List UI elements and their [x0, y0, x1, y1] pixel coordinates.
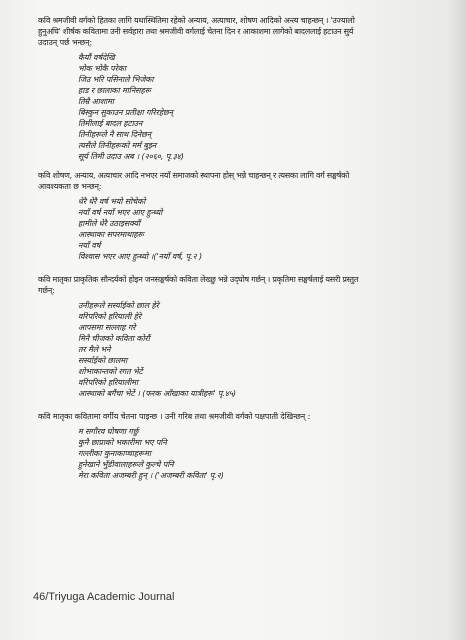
paragraph-line: गर्छन्:: [38, 286, 55, 295]
page-footer: 46/Triyuga Academic Journal: [33, 591, 175, 603]
poem-line: जिउ भरि पसिनाले भिजेका: [78, 75, 154, 84]
poem-line: नयाँ वर्ष नयाँ भएर आए हुन्थ्यो: [78, 208, 163, 217]
poem-line: आस्थाको बगैंचा भेटें । (फरक आँखाका यात्रीहरू' पृ.४५): [78, 389, 236, 398]
paragraph-line: कवि शोषण, अन्याय, अत्याचार आदि नभएर नयाँ समाजको स्थापना होस् भन्ने चाहन्छन् र त्यसका लागि वर्ग सङ्घर्षको: [38, 171, 350, 180]
poem-line: उनीहरूले सर्स्याईको छाल हेरे: [78, 301, 159, 310]
poem-line: तिनीहरूले नै साथ दिनेछन्: [78, 130, 152, 139]
poem-line: हुनेखाने भुँडीवालाहरूले कुल्चे पनि: [78, 460, 174, 469]
poem-line: विश्वास भएर आए हुन्थ्यो ।('नयाँ वर्ष, पृ.२ ): [78, 252, 203, 261]
paragraph-line: कवि श्रमजीवी वर्गको हितका लागि यथास्थितिमा रहेको अन्याय, अत्याचार, शोषण आदिको अन्त्य चाहन्छन् । 'उज्यालो: [38, 16, 355, 25]
poem-line: कैयौं वर्षदेखि: [78, 53, 115, 62]
page-text: [38, 15, 462, 481]
poem-line: आस्थाका सपरमाथाहरू: [78, 230, 144, 239]
poem-line: भोक भोकै परेका: [78, 64, 126, 73]
poem-line: नयाँ वर्ष: [78, 241, 101, 250]
poem-line: शोभाकान्तको रगत भेटें: [78, 367, 143, 376]
poem-line: धेरै धेरै वर्ष भयो सोचेको: [78, 197, 146, 206]
poem-line: त्यसैले तिनीहरूको मर्म बुझ्न: [78, 141, 157, 150]
poem-line: तिम्रै आशामा: [78, 97, 114, 106]
paragraph-line: कवि मातृका कवितामा वर्गीय चेतना पाइन्छ । उनी गरिब तथा श्रमजीवी वर्गको पक्षपाती देखिन्छन् :: [38, 412, 311, 421]
paragraph-line: आवश्यकता छ भन्छन्:: [38, 182, 102, 191]
poem-line: सूर्य तिमी उदाउ अब । (२०६०, पृ.३४): [78, 152, 184, 161]
poem-line: वरिपरिको हरियालीमा: [78, 378, 138, 387]
paragraph-line: हुनुअघि' शीर्षक कवितामा उनी सर्वहारा तथा श्रमजीवी वर्गलाई चेतना दिन र आकाशमा लागेको बादललाई हटाउन सुर्य: [38, 27, 354, 36]
poem-line: हाड र छालाका मानिसहरू: [78, 86, 151, 95]
poem-line: हामीले धेरै उठाइसक्यौं: [78, 219, 141, 228]
poem-line: म सगौरव घोषणा गर्छु: [78, 427, 139, 436]
poem-line: बिस्कुन सुकाउन प्रतीक्षा गरिरहेछन्: [78, 108, 173, 117]
paragraph-line: उदाउन् पर्छ भन्छन्:: [38, 38, 93, 47]
poem-line: कुनै छाप्राको भकारीमा भए पनि: [78, 438, 167, 447]
poem-line: आपसमा सल्लाह गरे: [78, 323, 136, 332]
poem-line: तर मैले भने: [78, 345, 111, 354]
paragraph-line: कवि मातृका प्राकृतिक सौन्दर्यको होइन जनसङ्घर्षको कविता लेख्छु भन्ने उद्‌घोष गर्छन् । प्रकृतिमा सङ्घर्षलाई यसरी प्रस्तुत: [38, 275, 359, 284]
poem-line: तिमीलाई बादल हटाउन: [78, 119, 143, 128]
poem-line: सर्स्याईको छालमा: [78, 356, 128, 365]
poem-line: वरिपरिको हरियाली हेरे: [78, 312, 142, 321]
poem-line: गल्लीका कुनाकाप्चाहरूमा: [78, 449, 151, 458]
poem-line: मिनै चीजको कविता कोरौं: [78, 334, 150, 343]
poem-line: मेरा कविता अजम्बरी हुन् । ('अजम्बरी कविता' पृ.२): [78, 471, 224, 480]
